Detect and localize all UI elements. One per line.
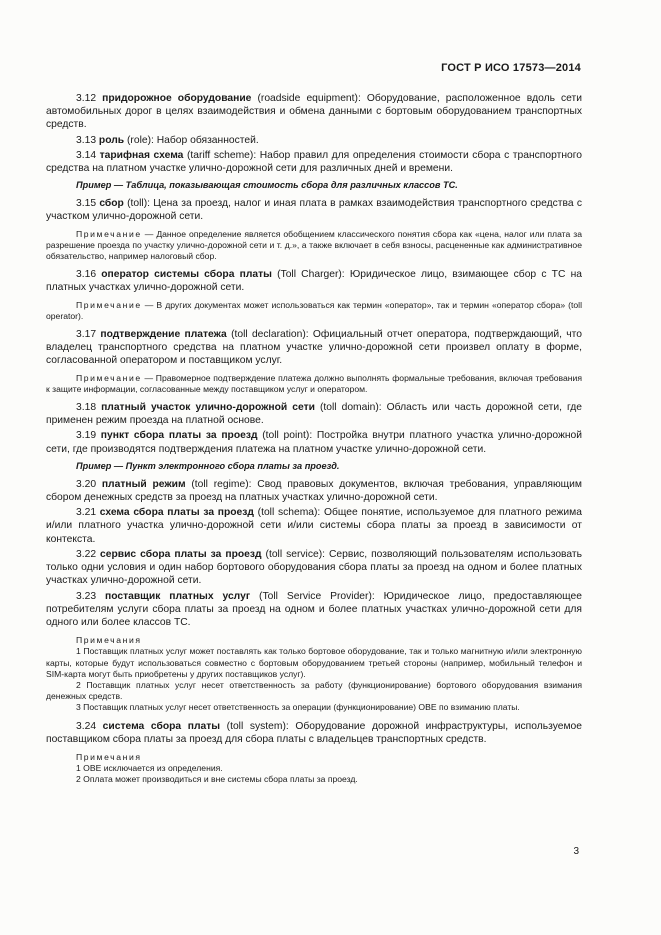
term-title: платный участок улично-дорожной сети [101,402,315,414]
term-title: схема сбора платы за проезд [99,507,254,519]
note-text: — Правомерное подтверждение платежа должно выполнять формальные требования, включая требования к защите информации, согласованные между поставщиком услуг и оператором. [46,372,582,394]
entry-number: 3.22 [76,548,97,560]
entry-number: 3.16 [76,269,97,281]
term-title: оператор системы сбора платы [101,269,272,281]
note-item: 2 Оплата может производиться и вне системы сбора платы за проезд. [76,774,358,785]
entry-number: 3.13 [76,134,97,146]
note-label: Примечание [76,372,142,383]
term-definition: (toll schema): Общее понятие, используемое для платного режима и/или платного участка улично-дорожной сети и/или системы сбора платы за проезд в зависимости от контекста. [46,507,582,545]
entry-number: 3.14 [76,149,97,161]
entry-number: 3.15 [76,198,97,210]
entry-number: 3.12 [76,93,97,104]
term-title: подтверждение платежа [100,329,227,341]
term-definition: (roadside equipment): Оборудование, расположенное вдоль сети автомобильных дорог в целях взаимодействия и обмена данными с бортовым оборудованием транспортных средств. [46,93,583,131]
note-item: 1 Поставщик платных услуг может поставлять как только бортовое оборудование, так и только магнитную и/или электронную карты, которые будут использоваться совместно с бортовым оборудованием третьей стороны (например, мобильный телефон и SIM-карта могут быть приобретены у других поставщиков услуг). [46,646,582,679]
term-entry-3-17 [46,328,582,368]
term-entry-3-12 [46,92,582,132]
term-definition: (toll point): Постройка внутри платного участка улично-дорожной сети, где производятся подтверждения платежа на платном участке улично-дорожной сети. [46,430,582,455]
term-title: система сбора платы [102,720,221,732]
term-definition: (role): Набор обязанностей. [124,134,259,146]
page-number: 3 [573,846,579,857]
entry-number: 3.24 [76,720,97,732]
term-entry-3-16 [46,268,582,294]
term-definition: (toll): Цена за проезд, налог и иная плата в рамках взаимодействия транспортного средства с участком улично-дорожной сети. [46,198,582,223]
term-entry-3-13 [46,134,582,147]
term-definition: (toll service): Сервис, позволяющий пользователям использовать только одни условия и один набор бортового оборудования сбора платы за проезд на одном и более платных участках улично-дорожной сети. [46,548,582,587]
term-title: придорожное оборудование [102,93,252,104]
note-item: 1 OBE исключается из определения. [76,763,223,774]
term-definition: (Toll Charger): Юридическое лицо, взимающее сбор с ТС на платных участках улично-дорожной сети. [46,269,582,294]
term-entry-3-15 [46,197,582,223]
notes-heading-3-24: Примечания [76,751,142,762]
note-label: Примечание [76,299,142,310]
entry-number: 3.17 [76,329,97,341]
term-entry-3-24 [46,720,582,746]
term-entry-3-14 [46,149,582,175]
term-title: пункт сбора платы за проезд [100,430,258,442]
entry-number: 3.20 [76,478,97,490]
term-entry-3-21 [46,506,582,546]
note-text: — Данное определение является обобщением классического понятия сбора как «цена, налог или плата за разрешение проезда по участку улично-дорожной сети и т. д.», а также включает в себя взносы, расцененные как административное обязательство, например налоговый сбор. [46,228,582,262]
term-title: тарифная схема [99,149,184,161]
example-3-14: Пример — Таблица, показывающая стоимость сбора для различных классов ТС. [76,180,458,191]
note-3-16 [46,300,582,322]
document-body [46,92,582,786]
term-definition: (toll system): Оборудование дорожной инфраструктуры, используемое поставщиком сбора платы за проезд для сбора платы с владельцев транспортных средств. [46,720,582,745]
note-item: 3 Поставщик платных услуг несет ответственность за операции (функционирование) OBE по взиманию платы. [76,702,520,713]
term-entry-3-19 [46,429,582,455]
term-definition: (tariff scheme): Набор правил для определения стоимости сбора с транспортного средства на платном участке улично-дорожной сети для различных дней и времени. [46,149,582,175]
term-entry-3-18 [46,401,582,427]
term-title: поставщик платных услуг [104,590,251,602]
term-title: роль [98,134,125,146]
term-entry-3-20 [46,478,582,504]
term-entry-3-23 [46,590,582,630]
entry-number: 3.19 [76,430,97,442]
note-text: — В других документах может использоваться как термин «оператор», так и термин «оператор сбора» (toll operator). [46,299,582,321]
example-3-19: Пример — Пункт электронного сбора платы за проезд. [76,460,340,471]
term-definition: (Toll Service Provider): Юридическое лицо, предоставляющее потребителям услуги сбора платы за проезд на одном и более платных участках улично-дорожной сети для одного или более классов ТС. [46,590,582,628]
term-title: платный режим [101,478,186,490]
document-header: ГОСТ Р ИСО 17573—2014 [441,62,581,74]
note-3-15 [46,229,582,263]
term-entry-3-22 [46,548,582,588]
term-title: сбор [99,198,124,210]
term-title: сервис сбора платы за проезд [100,548,262,560]
entry-number: 3.21 [76,507,97,519]
term-definition: (toll declaration): Официальный отчет оператора, подтверждающий, что владелец транспортного средства на платном участке улично-дорожной сети произвел оплату в форме, согласованной оператором и поставщиком услуг. [46,329,582,367]
term-definition: (toll domain): Область или часть дорожной сети, где применен режим проезда на платной основе. [46,402,582,427]
note-item: 2 Поставщик платных услуг несет ответственность за работу (функционирование) бортового оборудования взимания денежных средств. [46,679,582,702]
notes-heading-3-23: Примечания [76,635,142,646]
note-3-17 [46,373,582,395]
note-label: Примечание [76,228,142,239]
entry-number: 3.18 [76,402,97,414]
entry-number: 3.23 [76,590,97,602]
term-definition: (toll regime): Свод правовых документов, включая требования, управляющим сбором денежных средств за проезд на платных участках улично-дорожной сети. [46,478,582,504]
